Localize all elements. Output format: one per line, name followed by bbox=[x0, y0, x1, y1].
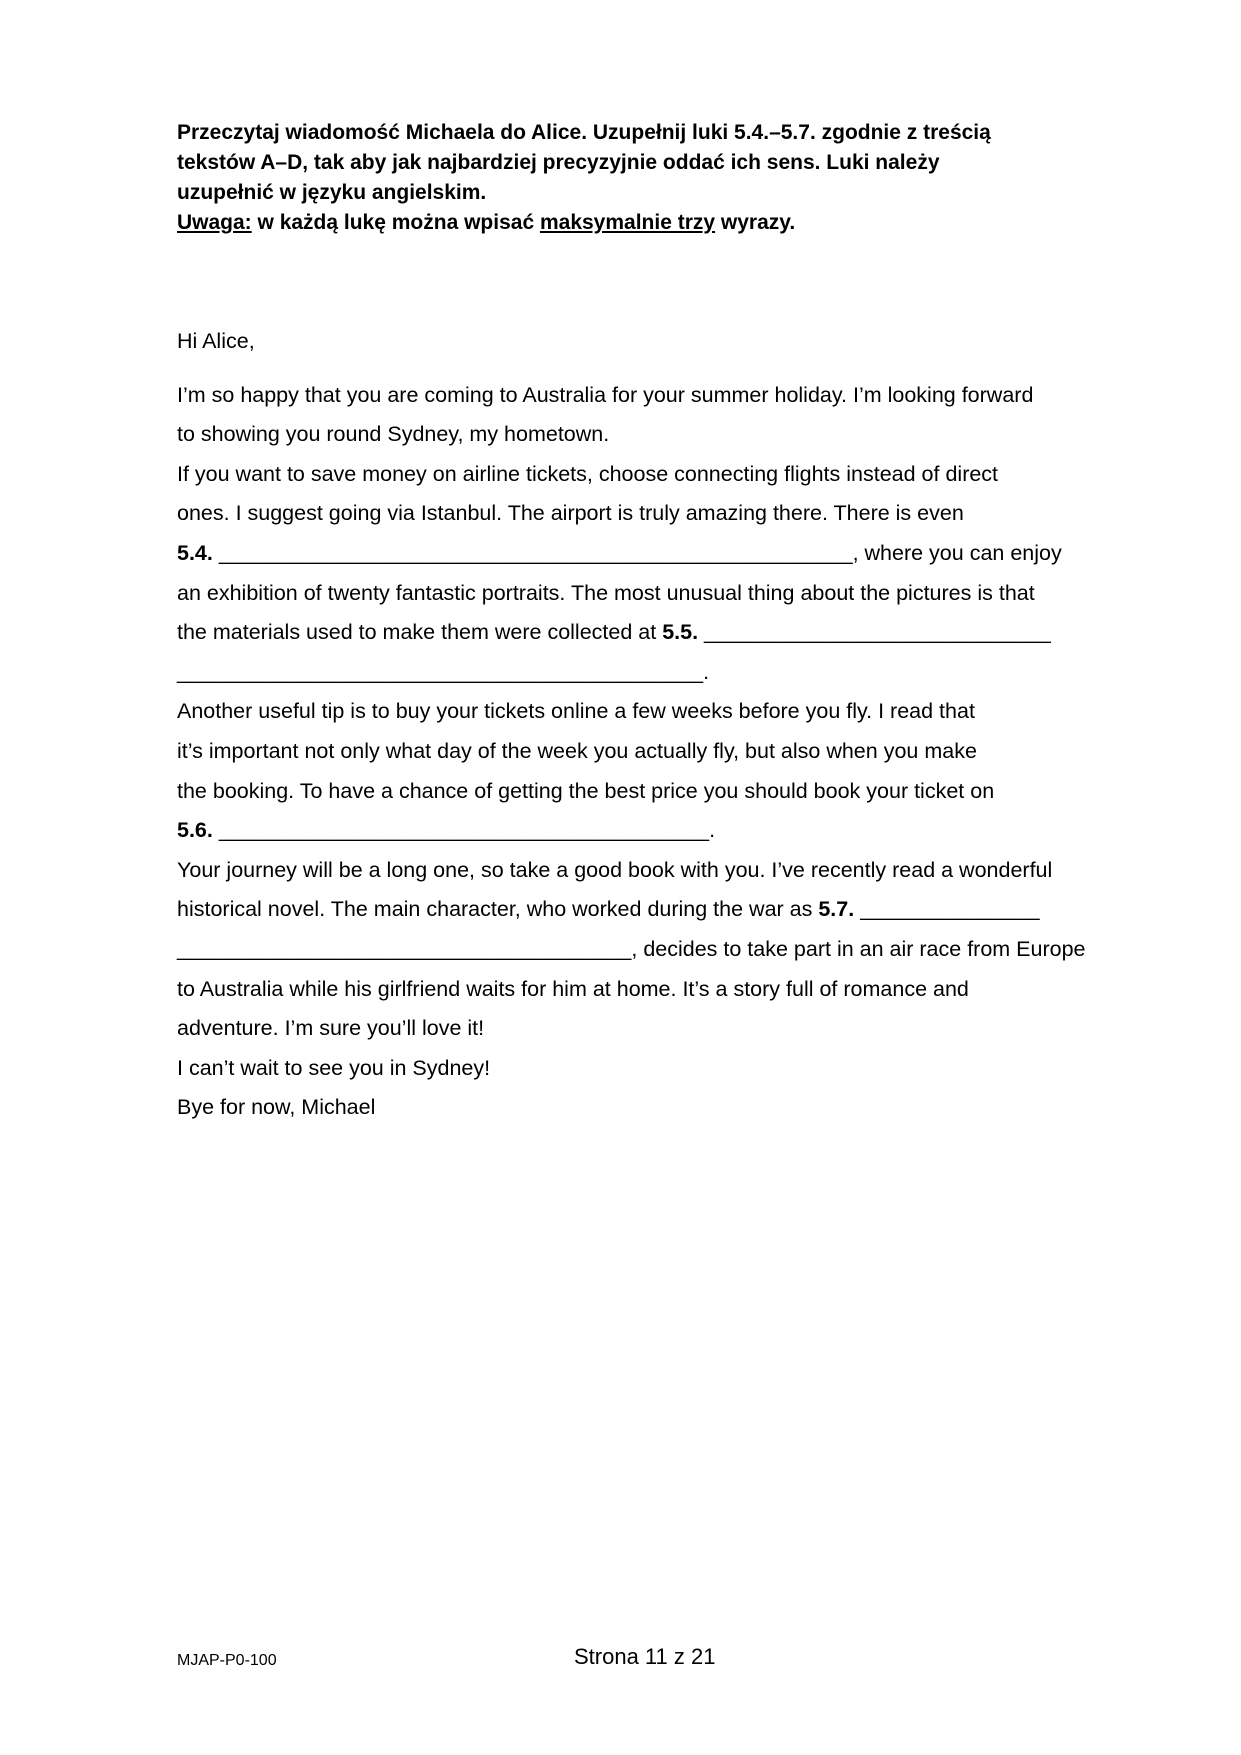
note-label: Uwaga: bbox=[177, 211, 252, 234]
letter-line: adventure. I’m sure you’ll love it! bbox=[177, 1016, 485, 1041]
letter-body bbox=[177, 322, 1137, 1128]
gap-5-4-number: 5.4. bbox=[177, 540, 213, 565]
gap-5-7-blank[interactable]: _______________ bbox=[854, 897, 1040, 922]
page-number: Strona 11 z 21 bbox=[574, 1644, 716, 1669]
note-text: w każdą lukę można wpisać bbox=[251, 211, 540, 234]
gap-5-5-blank-continued[interactable]: ____________________________________________. bbox=[177, 659, 710, 684]
letter-greeting: Hi Alice, bbox=[177, 329, 255, 353]
letter-text: the materials used to make them were collected at bbox=[177, 620, 663, 645]
letter-line: to showing you round Sydney, my hometown. bbox=[177, 422, 610, 447]
gap-5-7-blank-continued[interactable]: ______________________________________, decides to take part in an air race from Europe bbox=[177, 936, 1086, 961]
gap-5-6-line bbox=[177, 811, 1137, 851]
letter-line: the booking. To have a chance of getting the best price you should book your ticket on bbox=[177, 778, 995, 803]
gap-5-4-line bbox=[177, 534, 1137, 574]
letter-line: to Australia while his girlfriend waits for him at home. It’s a story full of romance and bbox=[177, 976, 969, 1001]
instruction-note bbox=[177, 208, 1077, 238]
note-text-end: wyrazy. bbox=[715, 211, 796, 234]
gap-5-7-line bbox=[177, 890, 1137, 930]
gap-5-6-blank[interactable]: _________________________________________. bbox=[212, 818, 716, 843]
instruction-line: uzupełnić w języku angielskim. bbox=[177, 181, 487, 204]
gap-5-7-number: 5.7. bbox=[818, 897, 855, 922]
letter-line: it’s important not only what day of the week you actually fly, but also when you make bbox=[177, 738, 977, 763]
letter-line: I’m so happy that you are coming to Australia for your summer holiday. I’m looking forward bbox=[177, 382, 1034, 407]
gap-5-5-number: 5.5. bbox=[662, 620, 699, 645]
instruction-line: tekstów A–D, tak aby jak najbardziej precyzyjnie oddać ich sens. Luki należy bbox=[177, 151, 940, 174]
exam-code: MJAP-P0-100 bbox=[177, 1652, 277, 1669]
task-instructions bbox=[177, 118, 1077, 238]
letter-line: Another useful tip is to buy your tickets online a few weeks before you fly. I read that bbox=[177, 699, 975, 724]
gap-5-4-blank[interactable]: _____________________________________________________, where you can enjoy bbox=[212, 540, 1062, 565]
letter-signoff: Bye for now, Michael bbox=[177, 1095, 376, 1120]
gap-5-5-line bbox=[177, 613, 1137, 653]
letter-line: Your journey will be a long one, so take a good book with you. I’ve recently read a wonderful bbox=[177, 857, 1053, 882]
gap-5-5-blank[interactable]: _____________________________ bbox=[698, 620, 1051, 645]
letter-line: an exhibition of twenty fantastic portraits. The most unusual thing about the pictures is that bbox=[177, 580, 1035, 605]
letter-text: historical novel. The main character, who worked during the war as bbox=[177, 897, 819, 922]
letter-line: ones. I suggest going via Istanbul. The airport is truly amazing there. There is even bbox=[177, 501, 964, 526]
letter-line: If you want to save money on airline tickets, choose connecting flights instead of direct bbox=[177, 461, 999, 486]
letter-line: I can’t wait to see you in Sydney! bbox=[177, 1055, 491, 1080]
instruction-line: Przeczytaj wiadomość Michaela do Alice. Uzupełnij luki 5.4.–5.7. zgodnie z treścią bbox=[177, 121, 991, 144]
note-emphasis: maksymalnie trzy bbox=[539, 211, 716, 234]
gap-5-6-number: 5.6. bbox=[177, 818, 213, 843]
